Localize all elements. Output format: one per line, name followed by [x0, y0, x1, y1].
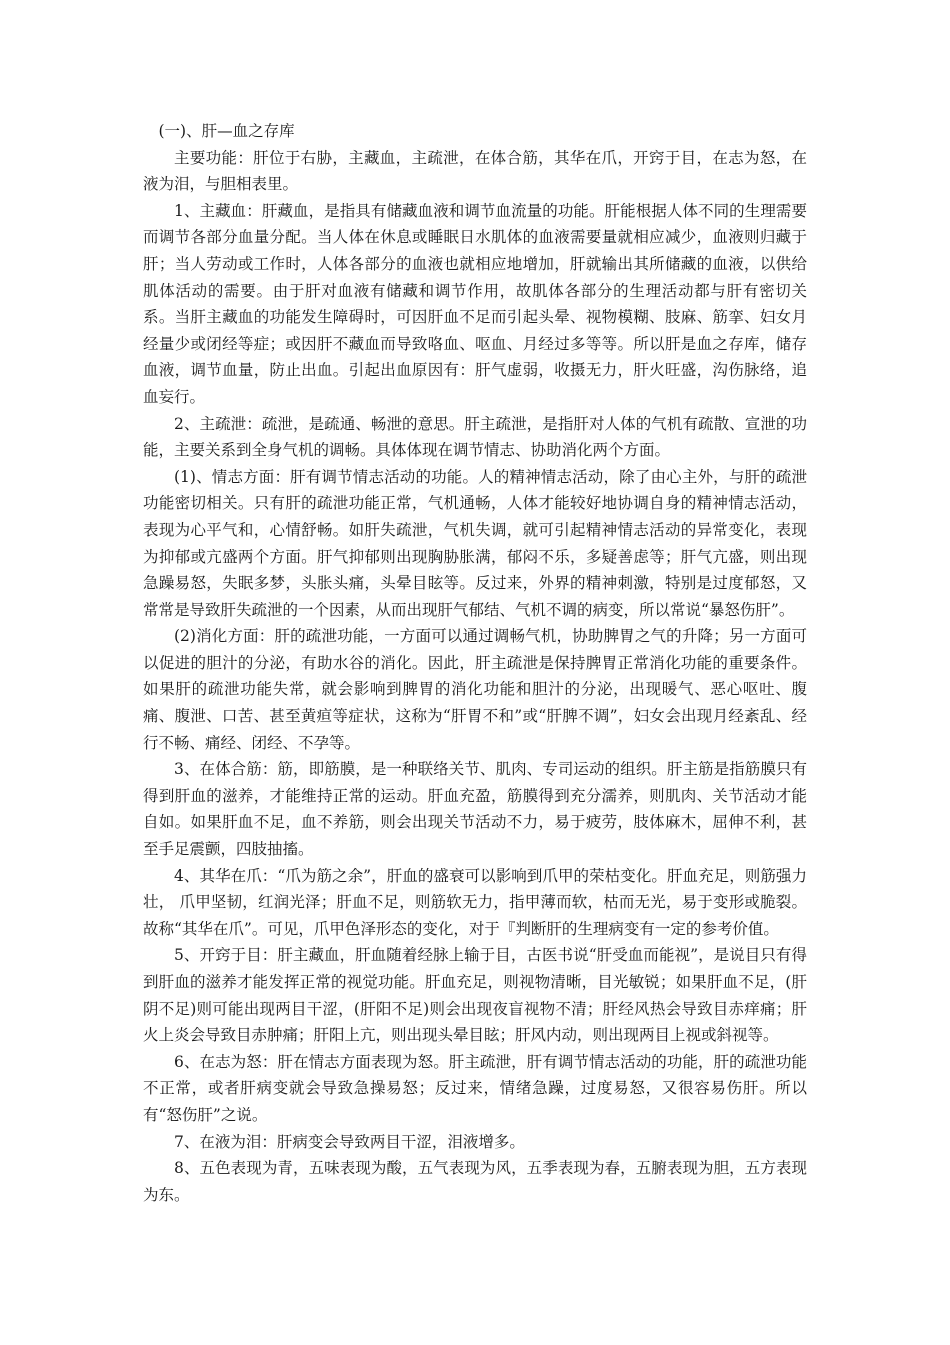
paragraph-anger: 6、在志为怒：肝在情志方面表现为怒。肝主疏泄，肝有调节情志活动的功能，肝的疏泄功能不正常，或者肝病变就会导致急操易怒；反过来，情绪急躁，过度易怒，又很容易伤肝。所以有“怒伤肝”之说。	[143, 1052, 807, 1124]
paragraph-nails: 4、其华在爪：“爪为筋之余”，肝血的盛衰可以影响到爪甲的荣枯变化。肝血充足，则筋强力壮， 爪甲坚韧，红润光泽；肝血不足，则筋软无力，指甲薄而软，枯而无光，易于变形或脆裂。故称“其华在爪”。可见，爪甲色泽形态的变化，对于『判断肝的生理病变有一定的参考价值。	[143, 866, 807, 938]
paragraph-five-elements: 8、五色表现为青，五味表现为酸，五气表现为风，五季表现为春，五腑表现为胆，五方表现为东。	[143, 1159, 807, 1204]
paragraph-tears: 7、在液为泪：肝病变会导致两目干涩，泪液增多。	[174, 1132, 525, 1151]
section-heading: (一)、肝—血之存库	[158, 122, 295, 140]
paragraph-dispersion: 2、主疏泄：疏泄，是疏通、畅泄的意思。肝主疏泄，是指肝对人体的气机有疏散、宣泄的功能，主要关系到全身气机的调畅。具体体现在调节情志、协助消化两个方面。	[143, 414, 807, 460]
document-body	[143, 118, 807, 1208]
paragraph-digestion: (2)消化方面：肝的疏泄功能，一方面可以通过调畅气机，协助脾胃之气的升降；另一方面可以促进的胆汁的分泌，有助水谷的消化。因此，肝主疏泄是保持脾胃正常消化功能的重要条件。如果肝的疏泄功能失常，就会影响到脾胃的消化功能和胆汁的分泌，出现暖气、恶心呕吐、腹痛、腹泄、口苦、甚至黄疸等症状，这称为“肝胃不和”或“肝脾不调”，妇女会出现月经紊乱、经行不畅、痛经、闭经、不孕等。	[143, 627, 807, 752]
paragraph-eyes: 5、开窍于目：肝主藏血，肝血随着经脉上输于目，古医书说“肝受血而能视”，是说目只有得到肝血的滋养才能发挥正常的视觉功能。肝血充足，则视物清晰，目光敏锐；如果肝血不足，(肝阴不足)则可能出现两目干涩，(肝阳不足)则会出现夜盲视物不清；肝经风热会导致目赤痒痛；肝火上炎会导致目赤肿痛；肝阳上亢，则出现头晕目眩；肝风内动，则出现两目上视或斜视等。	[143, 946, 807, 1045]
paragraph-store-blood: 1、主藏血：肝藏血，是指具有储藏血液和调节血流量的功能。肝能根据人体不同的生理需要而调节各部分血量分配。当人体在休息或睡眠日水肌体的血液需要量就相应减少，血液则归藏于肝；当人劳动或工作时，人体各部分的血液也就相应地增加，肝就输出其所储藏的血液，以供给肌体活动的需要。由于肝对血液有储藏和调节作用，故肌体各部分的生理活动都与肝有密切关系。当肝主藏血的功能发生障碍时，可因肝血不足而引起头晕、视物模糊、肢麻、筋挛、妇女月经量少或闭经等症；或因肝不藏血而导致咯血、呕血、月经过多等等。所以肝是血之存库，储存血液，调节血量，防止出血。引起出血原因有：肝气虚弱，收摄无力，肝火旺盛，沟伤脉络，追血妄行。	[143, 201, 807, 406]
paragraph-emotion: (1)、情志方面：肝有调节情志活动的功能。人的精神情志活动，除了由心主外，与肝的疏泄功能密切相关。只有肝的疏泄功能正常，气机通畅，人体才能较好地协调自身的精神情志活动，表现为心平气和，心情舒畅。如肝失疏泄，气机失调，就可引起精神情志活动的异常变化，表现为抑郁或亢盛两个方面。肝气抑郁则出现胸胁胀满，郁闷不乐，多疑善虑等；肝气亢盛，则出现急躁易怒，失眠多梦，头胀头痛，头晕目眩等。反过来，外界的精神刺激，特别是过度郁怒，又常常是导致肝失疏泄的一个因素，从而出现肝气郁结、气机不调的病变，所以常说“暴怒伤肝”。	[143, 467, 807, 619]
paragraph-main-functions: 主要功能：肝位于右胁，主藏血，主疏泄，在体合筋，其华在爪，开窍于目，在志为怒，在液为泪，与胆相表里。	[143, 148, 807, 194]
paragraph-tendons: 3、在体合筋：筋，即筋膜，是一种联络关节、肌肉、专司运动的组织。肝主筋是指筋膜只有得到肝血的滋养，才能维持正常的运动。肝血充盈，筋膜得到充分濡养，则肌肉、关节活动才能自如。如果肝血不足，血不养筋，则会出现关节活动不力，易于疲劳，肢体麻木，屈伸不利，甚至手足震颤，四肢抽搐。	[143, 760, 807, 859]
